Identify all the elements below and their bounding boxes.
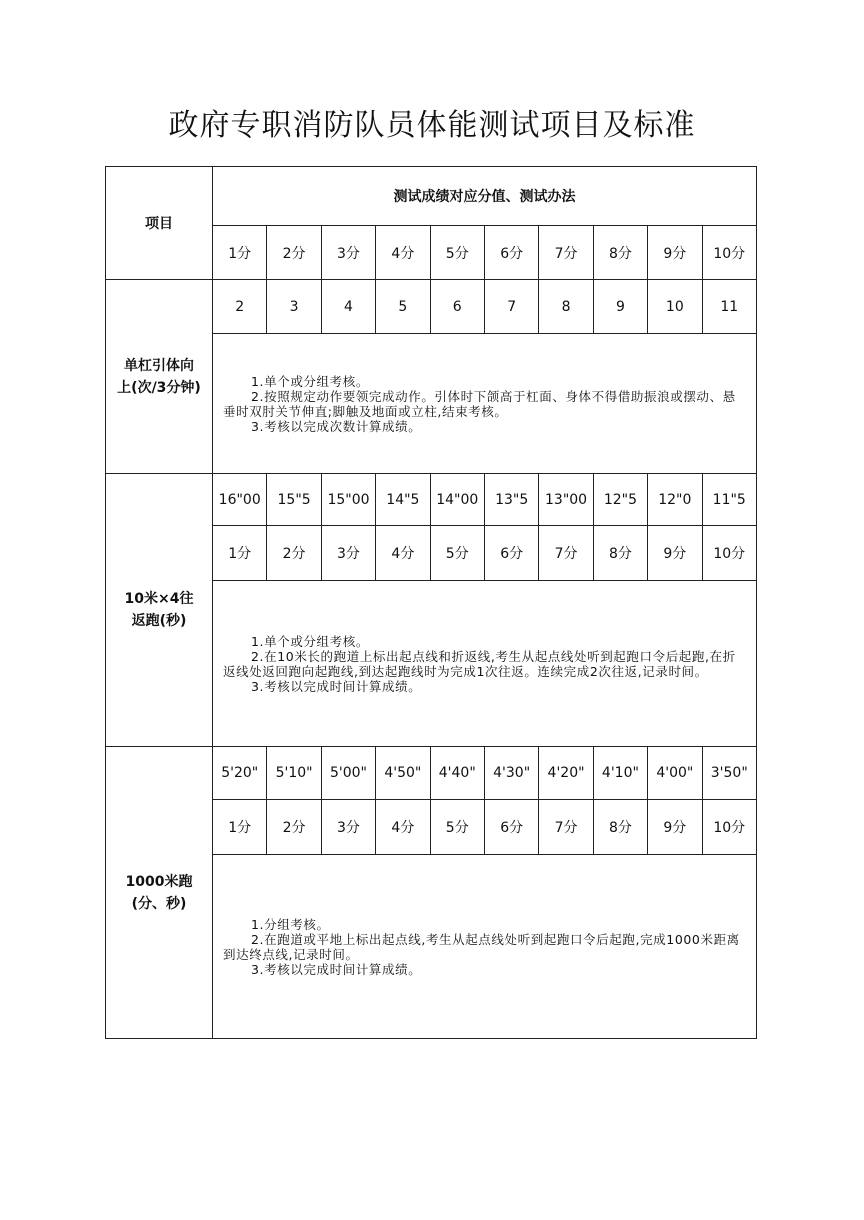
value-cell: 5'00": [321, 747, 375, 800]
score-cell: 2分: [267, 526, 321, 581]
value-cell: 12"5: [593, 474, 647, 526]
value-cell: 2: [213, 280, 267, 334]
score-cell: 4分: [376, 526, 430, 581]
score-cell: 1分: [213, 526, 267, 581]
score-cell: 1分: [213, 800, 267, 855]
value-cell: 4'40": [430, 747, 484, 800]
score-cell: 6分: [484, 800, 538, 855]
score-cell: 4分: [376, 800, 430, 855]
value-cell: 12"0: [648, 474, 702, 526]
value-cell: 3'50": [702, 747, 756, 800]
score-cell: 8分: [593, 800, 647, 855]
value-cell: 15"00: [321, 474, 375, 526]
score-cell: 9分: [648, 226, 702, 280]
score-cell: 10分: [702, 226, 756, 280]
shuttle-method-text: 1.单个或分组考核。 2.在10米长的跑道上标出起点线和折返线,考生从起点线处听到起跑口令后起跑,在折返线处返回跑向起跑线,到达起跑线时为完成1次往返。连续完成2次往返,记录时间。 3.考核以完成时间计算成绩。: [213, 581, 757, 747]
score-cell: 8分: [593, 526, 647, 581]
run1000-item-name: 1000米跑 (分、秒): [106, 747, 213, 1039]
value-cell: 8: [539, 280, 593, 334]
score-cell: 9分: [648, 800, 702, 855]
score-cell: 9分: [648, 526, 702, 581]
value-cell: 4'10": [593, 747, 647, 800]
shuttle-values-row: [106, 474, 757, 526]
pullup-method-text: 1.单个或分组考核。 2.按照规定动作要领完成动作。引体时下颌高于杠面、身体不得借助振浪或摆动、悬垂时双肘关节伸直;脚触及地面或立柱,结束考核。 3.考核以完成次数计算成绩。: [213, 334, 757, 474]
score-cell: 10分: [702, 526, 756, 581]
value-cell: 5: [376, 280, 430, 334]
score-cell: 2分: [267, 226, 321, 280]
value-cell: 5'10": [267, 747, 321, 800]
score-cell: 3分: [321, 800, 375, 855]
score-cell: 8分: [593, 226, 647, 280]
value-cell: 5'20": [213, 747, 267, 800]
table-header-row: [106, 167, 757, 226]
value-cell: 4'50": [376, 747, 430, 800]
value-cell: 7: [484, 280, 538, 334]
score-cell: 5分: [430, 526, 484, 581]
value-cell: 11: [702, 280, 756, 334]
value-cell: 4'00": [648, 747, 702, 800]
value-cell: 10: [648, 280, 702, 334]
value-cell: 14"00: [430, 474, 484, 526]
item-column-header: 项目: [106, 167, 213, 280]
score-cell: 4分: [376, 226, 430, 280]
value-cell: 14"5: [376, 474, 430, 526]
page-title: 政府专职消防队员体能测试项目及标准: [168, 108, 696, 143]
value-cell: 4: [321, 280, 375, 334]
run1000-values-row: [106, 747, 757, 800]
score-cell: 1分: [213, 226, 267, 280]
value-cell: 9: [593, 280, 647, 334]
value-cell: 15"5: [267, 474, 321, 526]
score-cell: 3分: [321, 526, 375, 581]
value-cell: 3: [267, 280, 321, 334]
value-cell: 4'20": [539, 747, 593, 800]
pullup-values-row: [106, 280, 757, 334]
score-cell: 7分: [539, 226, 593, 280]
value-cell: 4'30": [484, 747, 538, 800]
score-cell: 3分: [321, 226, 375, 280]
value-cell: 6: [430, 280, 484, 334]
score-cell: 6分: [484, 526, 538, 581]
score-cell: 5分: [430, 226, 484, 280]
pullup-item-name: 单杠引体向 上(次/3分钟): [106, 280, 213, 474]
score-cell: 6分: [484, 226, 538, 280]
shuttle-item-name: 10米×4往 返跑(秒): [106, 474, 213, 747]
value-cell: 11"5: [702, 474, 756, 526]
value-cell: 13"00: [539, 474, 593, 526]
method-column-header: 测试成绩对应分值、测试办法: [213, 167, 757, 226]
fitness-standards-table: [105, 166, 757, 1039]
value-cell: 13"5: [484, 474, 538, 526]
score-cell: 5分: [430, 800, 484, 855]
value-cell: 16"00: [213, 474, 267, 526]
score-cell: 10分: [702, 800, 756, 855]
run1000-method-text: 1.分组考核。 2.在跑道或平地上标出起点线,考生从起点线处听到起跑口令后起跑,完成1000米距离到达终点线,记录时间。 3.考核以完成时间计算成绩。: [213, 855, 757, 1039]
score-cell: 7分: [539, 800, 593, 855]
score-cell: 7分: [539, 526, 593, 581]
score-cell: 2分: [267, 800, 321, 855]
